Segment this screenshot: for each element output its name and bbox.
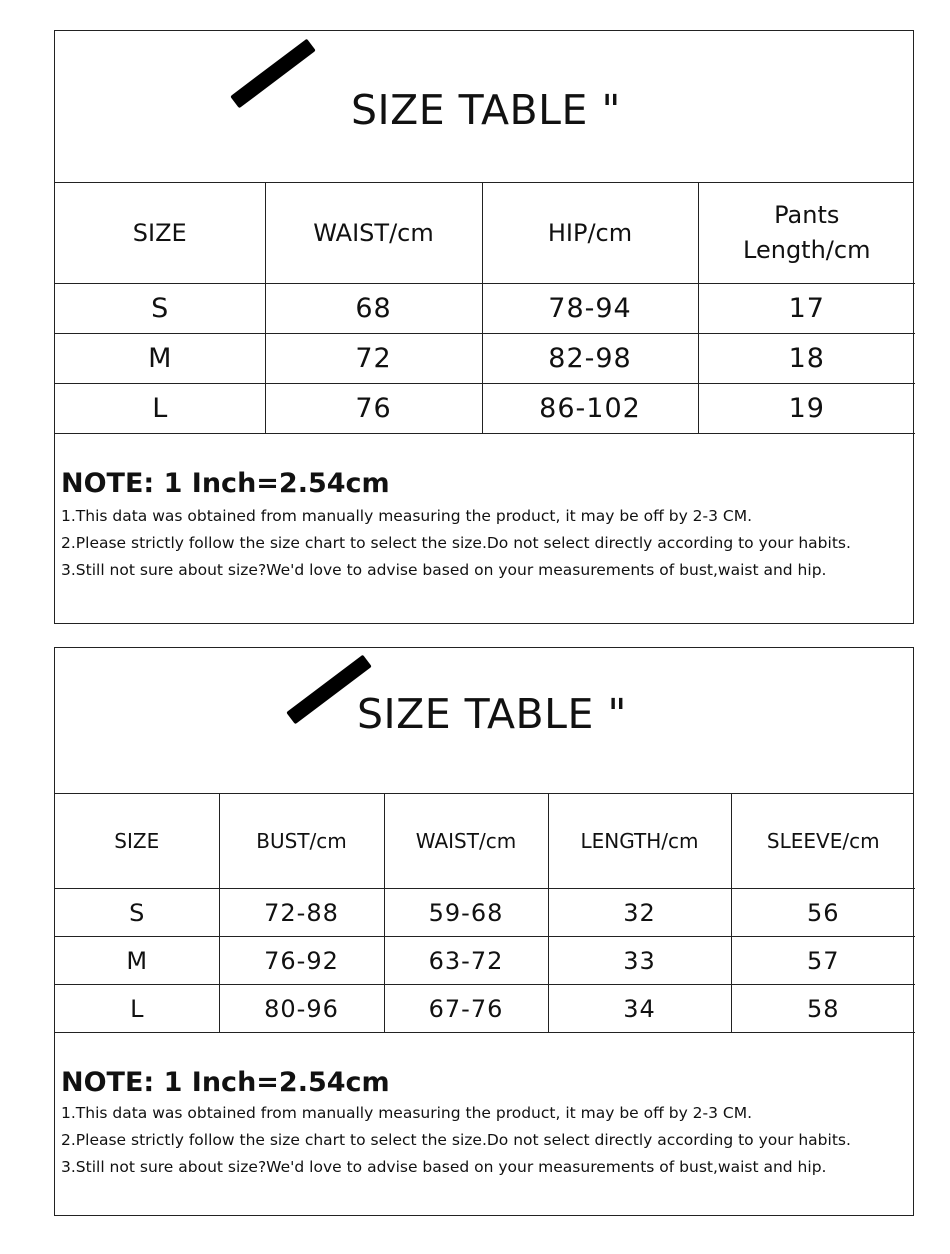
note-title: NOTE: 1 Inch=2.54cm: [61, 468, 390, 499]
size-cell: M: [55, 937, 219, 985]
header-cell: Pants Length/cm: [698, 183, 915, 284]
table-cell: 57: [731, 937, 915, 985]
table-cell: 59-68: [384, 889, 548, 937]
size-table: [55, 794, 915, 1033]
note-line: 2.Please strictly follow the size chart to select the size.Do not select directly according to your habits.: [61, 1131, 851, 1149]
header-cell: BUST/cm: [219, 794, 384, 889]
size-cell: L: [55, 384, 265, 434]
header-cell: SLEEVE/cm: [731, 794, 915, 889]
table-header-row: [55, 183, 915, 284]
size-cell: M: [55, 334, 265, 384]
table-row: [55, 937, 915, 985]
table-cell: 56: [731, 889, 915, 937]
table-cell: 34: [548, 985, 731, 1033]
table-row: [55, 985, 915, 1033]
table-cell: 17: [698, 284, 915, 334]
size-table-card-top: [54, 647, 914, 1216]
header-cell: WAIST/cm: [265, 183, 482, 284]
size-table-card-pants: [54, 30, 914, 624]
header-cell: LENGTH/cm: [548, 794, 731, 889]
size-table: [55, 183, 915, 434]
title-area: [55, 31, 913, 183]
table-cell: 18: [698, 334, 915, 384]
table-cell: 33: [548, 937, 731, 985]
table-cell: 80-96: [219, 985, 384, 1033]
note-line: 2.Please strictly follow the size chart to select the size.Do not select directly according to your habits.: [61, 534, 851, 552]
note-line: 1.This data was obtained from manually measuring the product, it may be off by 2-3 CM.: [61, 507, 753, 525]
note-line: 3.Still not sure about size?We'd love to advise based on your measurements of bust,waist and hip.: [61, 561, 827, 579]
notes-section: [55, 468, 913, 579]
table-cell: 82-98: [482, 334, 698, 384]
header-cell: HIP/cm: [482, 183, 698, 284]
table-row: [55, 284, 915, 334]
table-cell: 63-72: [384, 937, 548, 985]
table-row: [55, 384, 915, 434]
size-cell: L: [55, 985, 219, 1033]
table-cell: 19: [698, 384, 915, 434]
size-table-title: SIZE TABLE ": [351, 86, 621, 134]
header-cell: SIZE: [55, 794, 219, 889]
size-table-title: SIZE TABLE ": [357, 690, 627, 738]
table-cell: 76-92: [219, 937, 384, 985]
table-cell: 86-102: [482, 384, 698, 434]
slash-decoration-icon: [230, 39, 316, 109]
note-title: NOTE: 1 Inch=2.54cm: [61, 1067, 390, 1098]
table-cell: 68: [265, 284, 482, 334]
table-row: [55, 334, 915, 384]
table-cell: 76: [265, 384, 482, 434]
size-cell: S: [55, 889, 219, 937]
header-cell: WAIST/cm: [384, 794, 548, 889]
table-cell: 72-88: [219, 889, 384, 937]
size-cell: S: [55, 284, 265, 334]
table-header-row: [55, 794, 915, 889]
table-cell: 58: [731, 985, 915, 1033]
table-cell: 78-94: [482, 284, 698, 334]
note-line: 3.Still not sure about size?We'd love to advise based on your measurements of bust,waist and hip.: [61, 1158, 827, 1176]
header-cell: SIZE: [55, 183, 265, 284]
notes-section: [55, 1067, 913, 1176]
table-cell: 67-76: [384, 985, 548, 1033]
title-area: [55, 648, 913, 794]
table-row: [55, 889, 915, 937]
table-cell: 32: [548, 889, 731, 937]
note-line: 1.This data was obtained from manually measuring the product, it may be off by 2-3 CM.: [61, 1104, 753, 1122]
table-cell: 72: [265, 334, 482, 384]
